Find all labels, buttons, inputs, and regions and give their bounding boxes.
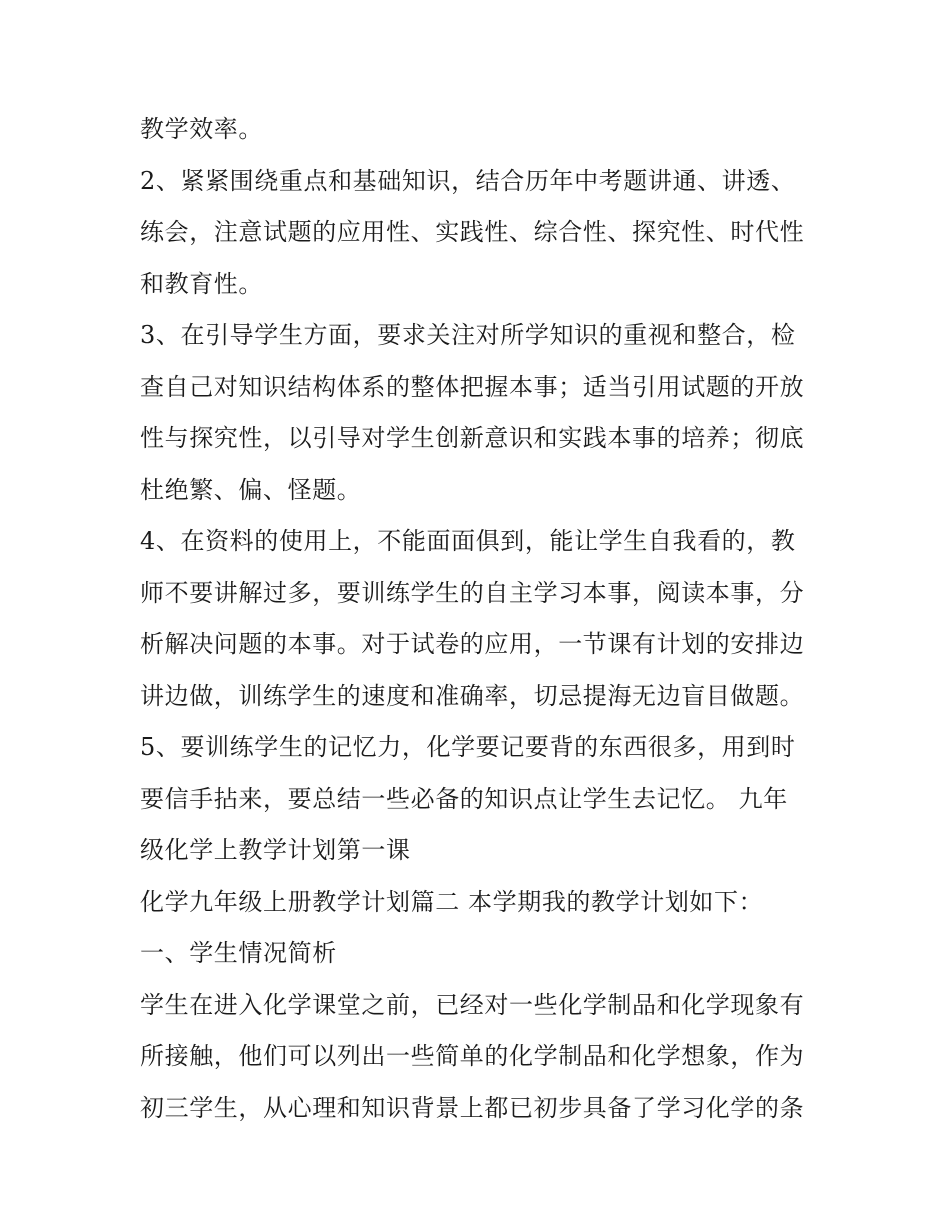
body-text (140, 104, 812, 1134)
text-line: 讲边做，训练学生的速度和准确率，切忌提海无边盲目做题。 (140, 681, 805, 710)
text-line: 教学效率。 (140, 115, 263, 143)
text-line: 所接触，他们可以列出一些简单的化学制品和化学想象，作为 (140, 1042, 805, 1070)
text-line: 杜绝繁、偏、怪题。 (140, 475, 362, 504)
text-line: 析解决问题的本事。对于试卷的应用，一节课有计划的安排边 (140, 630, 805, 658)
text-line: 初三学生，从心理和知识背景上都已初步具备了学习化学的条 (140, 1093, 805, 1122)
text-line: 3、在引导学生方面，要求关注对所学知识的重视和整合，检 (140, 321, 796, 349)
text-line: 练会，注意试题的应用性、实践性、综合性、探究性、时代性 (140, 218, 805, 246)
text-line: 要信手拈来，要总结一些必备的知识点让学生去记忆。 九年 (140, 784, 788, 813)
text-line: 一、学生情况简析 (140, 939, 337, 967)
text-line: 查自己对知识结构体系的整体把握本事；适当引用试题的开放 (140, 372, 805, 401)
text-line: 化学九年级上册教学计划篇二 本学期我的教学计划如下： (140, 887, 764, 916)
text-line: 5、要训练学生的记忆力，化学要记要背的东西很多，用到时 (140, 733, 796, 761)
text-line: 师不要讲解过多，要训练学生的自主学习本事，阅读本事，分 (140, 578, 805, 607)
text-line: 学生在进入化学课堂之前，已经对一些化学制品和化学现象有 (140, 990, 805, 1019)
text-line: 级化学上教学计划第一课 (140, 836, 411, 864)
text-line: 性与探究性，以引导对学生创新意识和实践本事的培养；彻底 (140, 424, 805, 452)
text-line: 和教育性。 (140, 269, 263, 298)
text-line: 4、在资料的使用上，不能面面俱到，能让学生自我看的，教 (140, 527, 796, 555)
text-line: 2、紧紧围绕重点和基础知识，结合历年中考题讲通、讲透、 (140, 166, 796, 195)
